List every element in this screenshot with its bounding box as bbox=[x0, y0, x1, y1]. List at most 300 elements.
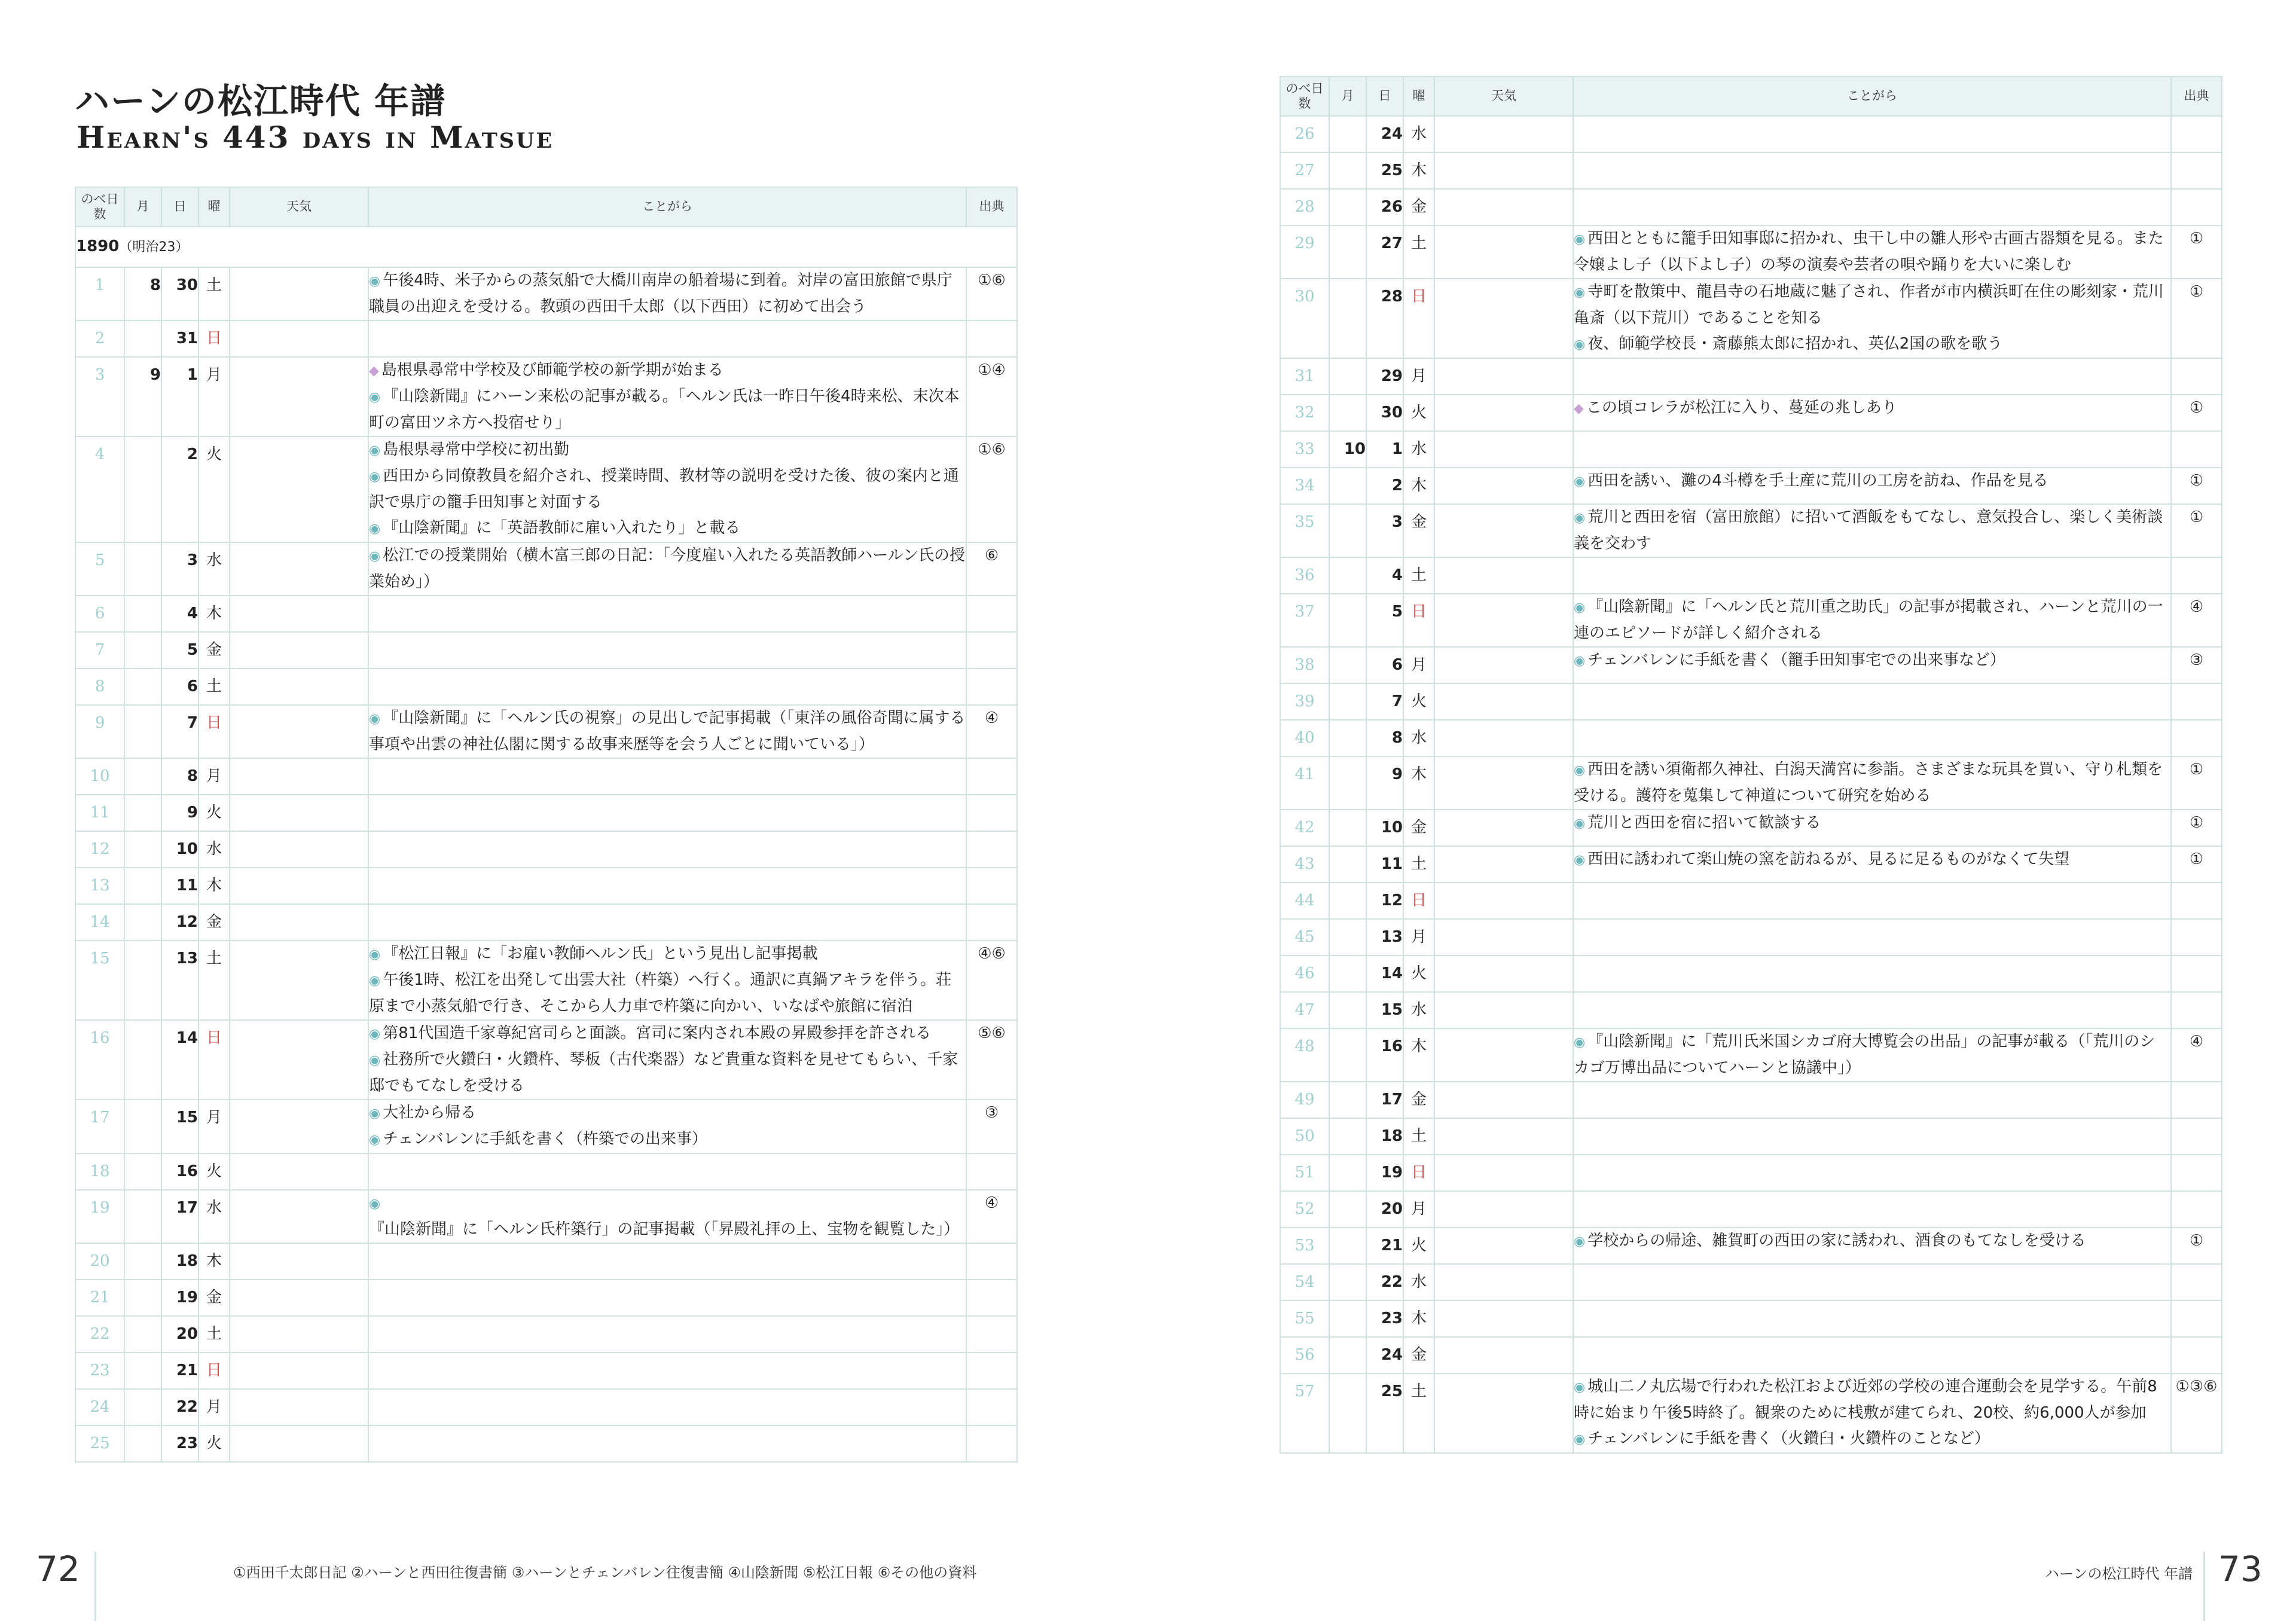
day-count: 23 bbox=[75, 1353, 124, 1389]
date-cell: 25 bbox=[1366, 1373, 1403, 1453]
event-item bbox=[1574, 648, 2170, 674]
events-cell bbox=[1573, 152, 2171, 189]
weather-cell bbox=[230, 1020, 368, 1100]
weekday-cell: 木 bbox=[1403, 468, 1434, 504]
table-row bbox=[1280, 116, 2222, 152]
month-cell bbox=[1329, 810, 1366, 846]
day-count: 48 bbox=[1280, 1028, 1329, 1082]
date-cell: 25 bbox=[1366, 152, 1403, 189]
circle-bullet-icon: ◉ bbox=[369, 973, 381, 988]
month-cell bbox=[124, 596, 161, 632]
circle-bullet-icon: ◉ bbox=[1574, 654, 1586, 668]
events-cell bbox=[368, 668, 966, 705]
table-row bbox=[75, 795, 1017, 831]
circle-bullet-icon: ◉ bbox=[1574, 853, 1586, 868]
day-count: 33 bbox=[1280, 431, 1329, 468]
day-count: 9 bbox=[75, 705, 124, 758]
day-count: 25 bbox=[75, 1425, 124, 1462]
table-row bbox=[75, 1190, 1017, 1243]
event-text: 島根県尋常中学校及び師範学校の新学期が始まる bbox=[381, 361, 723, 379]
weekday-cell: 木 bbox=[199, 596, 230, 632]
table-row bbox=[1280, 1264, 2222, 1301]
header-events: ことがら bbox=[368, 187, 966, 227]
table-row bbox=[1280, 756, 2222, 810]
date-cell: 3 bbox=[161, 542, 199, 596]
table-row bbox=[75, 632, 1017, 668]
source-cell: ⑤⑥ bbox=[966, 1020, 1017, 1100]
events-cell bbox=[368, 1153, 966, 1190]
weekday-cell: 土 bbox=[199, 1316, 230, 1353]
month-cell bbox=[1329, 395, 1366, 431]
month-cell bbox=[124, 1100, 161, 1153]
header-date: 日 bbox=[1366, 77, 1403, 116]
weather-cell bbox=[230, 1280, 368, 1316]
month-cell bbox=[1329, 116, 1366, 152]
date-cell: 30 bbox=[161, 267, 199, 320]
footer-rule-left bbox=[94, 1552, 96, 1621]
table-row bbox=[1280, 395, 2222, 431]
source-cell bbox=[966, 1280, 1017, 1316]
day-count: 56 bbox=[1280, 1337, 1329, 1373]
event-item bbox=[1574, 331, 2170, 358]
events-cell bbox=[1573, 189, 2171, 225]
event-text: 『山陰新聞』に「荒川氏米国シカゴ府大博覧会の出品」の記事が載る（「荒川のシカゴ万博出品についてハーンと協議中」） bbox=[1574, 1033, 2155, 1077]
header-day-count: のべ日数 bbox=[75, 187, 124, 227]
month-cell bbox=[1329, 1191, 1366, 1228]
table-row bbox=[75, 831, 1017, 868]
source-cell: ③ bbox=[966, 1100, 1017, 1153]
circle-bullet-icon: ◉ bbox=[369, 1053, 381, 1068]
source-cell bbox=[2171, 1301, 2222, 1337]
weekday-cell: 日 bbox=[1403, 1155, 1434, 1191]
month-cell bbox=[1329, 1118, 1366, 1155]
weekday-cell: 火 bbox=[199, 1425, 230, 1462]
table-row bbox=[1280, 1228, 2222, 1264]
day-count: 27 bbox=[1280, 152, 1329, 189]
month-cell bbox=[124, 941, 161, 1020]
weather-cell bbox=[1434, 1118, 1573, 1155]
event-text: 夜、師範学校長・斎藤熊太郎に招かれ、英仏2国の歌を歌う bbox=[1587, 335, 2003, 353]
day-count: 11 bbox=[75, 795, 124, 831]
day-count: 24 bbox=[75, 1389, 124, 1425]
weather-cell bbox=[230, 1100, 368, 1153]
month-cell bbox=[1329, 1373, 1366, 1453]
table-row bbox=[75, 436, 1017, 542]
event-text: 西田とともに籠手田知事邸に招かれ、虫干し中の雛人形や古画古器類を見る。また令嬢よし子（以下よし子）の琴の演奏や芸者の唄や踊りを大いに楽しむ bbox=[1574, 230, 2164, 274]
source-cell bbox=[2171, 1337, 2222, 1373]
weather-cell bbox=[1434, 1337, 1573, 1373]
date-cell: 30 bbox=[1366, 395, 1403, 431]
events-cell bbox=[1573, 720, 2171, 756]
date-cell: 31 bbox=[161, 320, 199, 357]
event-item bbox=[1574, 847, 2170, 873]
circle-bullet-icon: ◉ bbox=[369, 712, 381, 726]
day-count: 52 bbox=[1280, 1191, 1329, 1228]
weekday-cell: 月 bbox=[1403, 647, 1434, 683]
source-cell bbox=[966, 795, 1017, 831]
date-cell: 1 bbox=[161, 357, 199, 436]
day-count: 57 bbox=[1280, 1373, 1329, 1453]
date-cell: 19 bbox=[161, 1280, 199, 1316]
date-cell: 2 bbox=[1366, 468, 1403, 504]
day-count: 47 bbox=[1280, 992, 1329, 1028]
table-row bbox=[75, 904, 1017, 941]
table-row bbox=[75, 1280, 1017, 1316]
circle-bullet-icon: ◉ bbox=[369, 469, 381, 484]
weekday-cell: 日 bbox=[1403, 594, 1434, 647]
day-count: 21 bbox=[75, 1280, 124, 1316]
day-count: 10 bbox=[75, 758, 124, 795]
date-cell: 8 bbox=[1366, 720, 1403, 756]
events-cell bbox=[1573, 1337, 2171, 1373]
weekday-cell: 日 bbox=[1403, 883, 1434, 919]
circle-bullet-icon: ◉ bbox=[369, 1196, 381, 1211]
weekday-cell: 日 bbox=[199, 705, 230, 758]
events-cell bbox=[368, 705, 966, 758]
source-cell: ① bbox=[2171, 810, 2222, 846]
month-cell bbox=[1329, 468, 1366, 504]
events-cell bbox=[368, 1190, 966, 1243]
events-cell bbox=[1573, 279, 2171, 358]
circle-bullet-icon: ◉ bbox=[1574, 816, 1586, 831]
day-count: 55 bbox=[1280, 1301, 1329, 1337]
year-row bbox=[75, 227, 1017, 267]
weather-cell bbox=[230, 1316, 368, 1353]
weather-cell bbox=[1434, 919, 1573, 955]
weekday-cell: 木 bbox=[199, 1243, 230, 1280]
table-row bbox=[75, 542, 1017, 596]
weather-cell bbox=[1434, 1264, 1573, 1301]
event-item bbox=[1574, 468, 2170, 494]
weekday-cell: 木 bbox=[1403, 1301, 1434, 1337]
table-row bbox=[75, 868, 1017, 904]
events-cell bbox=[368, 1020, 966, 1100]
weekday-cell: 火 bbox=[1403, 1228, 1434, 1264]
events-cell bbox=[368, 941, 966, 1020]
events-cell bbox=[368, 357, 966, 436]
weekday-cell: 金 bbox=[1403, 1337, 1434, 1373]
source-cell: ① bbox=[2171, 846, 2222, 883]
day-count: 5 bbox=[75, 542, 124, 596]
month-cell bbox=[124, 1425, 161, 1462]
source-cell: ①③⑥ bbox=[2171, 1373, 2222, 1453]
event-item bbox=[1574, 279, 2170, 331]
table-row bbox=[1280, 1155, 2222, 1191]
date-cell: 18 bbox=[161, 1243, 199, 1280]
event-item bbox=[369, 1047, 966, 1099]
weather-cell bbox=[230, 596, 368, 632]
day-count: 20 bbox=[75, 1243, 124, 1280]
table-row bbox=[1280, 992, 2222, 1028]
date-cell: 27 bbox=[1366, 225, 1403, 279]
circle-bullet-icon: ◉ bbox=[369, 521, 381, 536]
source-cell: ① bbox=[2171, 225, 2222, 279]
date-cell: 6 bbox=[161, 668, 199, 705]
day-count: 37 bbox=[1280, 594, 1329, 647]
date-cell: 1 bbox=[1366, 431, 1403, 468]
weather-cell bbox=[230, 1389, 368, 1425]
month-cell bbox=[124, 1389, 161, 1425]
month-cell bbox=[124, 831, 161, 868]
day-count: 28 bbox=[1280, 189, 1329, 225]
event-text: 第81代国造千家尊紀宮司らと面談。宮司に案内され本殿の昇殿参拝を許される bbox=[383, 1024, 932, 1042]
event-item bbox=[1574, 1426, 2170, 1452]
header-source: 出典 bbox=[966, 187, 1017, 227]
table-row bbox=[1280, 1373, 2222, 1453]
events-cell bbox=[368, 1425, 966, 1462]
header-day-count: のべ日数 bbox=[1280, 77, 1329, 116]
weather-cell bbox=[230, 795, 368, 831]
date-cell: 21 bbox=[161, 1353, 199, 1389]
date-cell: 23 bbox=[1366, 1301, 1403, 1337]
day-count: 8 bbox=[75, 668, 124, 705]
day-count: 2 bbox=[75, 320, 124, 357]
date-cell: 10 bbox=[161, 831, 199, 868]
circle-bullet-icon: ◉ bbox=[369, 1027, 381, 1042]
source-cell bbox=[2171, 992, 2222, 1028]
circle-bullet-icon: ◉ bbox=[369, 390, 381, 405]
weekday-cell: 金 bbox=[1403, 1082, 1434, 1118]
month-cell: 9 bbox=[124, 357, 161, 436]
weather-cell bbox=[1434, 225, 1573, 279]
weather-cell bbox=[230, 436, 368, 542]
month-cell bbox=[124, 705, 161, 758]
table-row bbox=[1280, 1301, 2222, 1337]
date-cell: 17 bbox=[1366, 1082, 1403, 1118]
table-row bbox=[1280, 1337, 2222, 1373]
table-row bbox=[75, 1100, 1017, 1153]
event-text: 『松江日報』に「お雇い教師ヘルン氏」という見出し記事掲載 bbox=[383, 945, 818, 963]
circle-bullet-icon: ◉ bbox=[1574, 474, 1586, 489]
weather-cell bbox=[1434, 1301, 1573, 1337]
table-row bbox=[75, 705, 1017, 758]
day-count: 30 bbox=[1280, 279, 1329, 358]
table-row bbox=[75, 1243, 1017, 1280]
day-count: 36 bbox=[1280, 557, 1329, 594]
weekday-cell: 水 bbox=[1403, 992, 1434, 1028]
month-cell bbox=[124, 668, 161, 705]
weekday-cell: 木 bbox=[1403, 152, 1434, 189]
weather-cell bbox=[1434, 883, 1573, 919]
weekday-cell: 火 bbox=[199, 795, 230, 831]
events-cell bbox=[1573, 594, 2171, 647]
page-title-en: Hearn's 443 days in Matsue bbox=[77, 120, 554, 155]
footer-rule-right bbox=[2203, 1552, 2205, 1621]
events-cell bbox=[1573, 1191, 2171, 1228]
events-cell bbox=[1573, 431, 2171, 468]
events-cell bbox=[1573, 647, 2171, 683]
day-count: 40 bbox=[1280, 720, 1329, 756]
event-item bbox=[369, 1190, 966, 1243]
event-item bbox=[1574, 594, 2170, 646]
event-text: 荒川と西田を宿に招いて歓談する bbox=[1587, 814, 1821, 832]
weekday-cell: 月 bbox=[199, 357, 230, 436]
date-cell: 13 bbox=[1366, 919, 1403, 955]
source-cell bbox=[2171, 116, 2222, 152]
weather-cell bbox=[1434, 1228, 1573, 1264]
day-count: 34 bbox=[1280, 468, 1329, 504]
sources-legend: ①西田千太郎日記 ②ハーンと西田往復書簡 ③ハーンとチェンバレン往復書簡 ④山陰新聞 ⑤松江日報 ⑥その他の資料 bbox=[233, 1564, 977, 1581]
weather-cell bbox=[1434, 846, 1573, 883]
weekday-cell: 土 bbox=[199, 668, 230, 705]
weekday-cell: 水 bbox=[199, 1190, 230, 1243]
events-cell bbox=[1573, 992, 2171, 1028]
source-cell: ①④ bbox=[966, 357, 1017, 436]
date-cell: 22 bbox=[161, 1389, 199, 1425]
weather-cell bbox=[1434, 1155, 1573, 1191]
weather-cell bbox=[1434, 720, 1573, 756]
date-cell: 16 bbox=[1366, 1028, 1403, 1082]
weather-cell bbox=[1434, 468, 1573, 504]
month-cell bbox=[1329, 189, 1366, 225]
day-count: 35 bbox=[1280, 504, 1329, 557]
month-cell bbox=[124, 1190, 161, 1243]
weekday-cell: 月 bbox=[1403, 358, 1434, 395]
month-cell bbox=[1329, 647, 1366, 683]
month-cell bbox=[1329, 225, 1366, 279]
day-count: 1 bbox=[75, 267, 124, 320]
source-cell bbox=[966, 320, 1017, 357]
event-item bbox=[369, 543, 966, 595]
day-count: 41 bbox=[1280, 756, 1329, 810]
weather-cell bbox=[1434, 557, 1573, 594]
weather-cell bbox=[230, 831, 368, 868]
date-cell: 12 bbox=[161, 904, 199, 941]
event-text: この頃コレラが松江に入り、蔓延の兆しあり bbox=[1586, 399, 1897, 417]
day-count: 14 bbox=[75, 904, 124, 941]
events-cell bbox=[1573, 225, 2171, 279]
source-cell bbox=[2171, 1155, 2222, 1191]
weekday-cell: 水 bbox=[1403, 1264, 1434, 1301]
month-cell bbox=[1329, 992, 1366, 1028]
month-cell bbox=[124, 1353, 161, 1389]
weather-cell bbox=[1434, 756, 1573, 810]
date-cell: 17 bbox=[161, 1190, 199, 1243]
date-cell: 18 bbox=[1366, 1118, 1403, 1155]
event-item bbox=[369, 1100, 966, 1127]
weekday-cell: 火 bbox=[1403, 683, 1434, 720]
circle-bullet-icon: ◉ bbox=[1574, 511, 1586, 526]
source-cell: ④ bbox=[966, 1190, 1017, 1243]
circle-bullet-icon: ◉ bbox=[369, 1106, 381, 1121]
events-cell bbox=[368, 904, 966, 941]
event-text: 社務所で火鑽臼・火鑽杵、琴板（古代楽器）など貴重な資料を見せてもらい、千家邸でもてなしを受ける bbox=[369, 1051, 958, 1095]
table-row bbox=[75, 1389, 1017, 1425]
table-row bbox=[1280, 189, 2222, 225]
table-row bbox=[1280, 358, 2222, 395]
table-row bbox=[1280, 225, 2222, 279]
event-text: チェンバレンに手紙を書く（火鑽臼・火鑽杵のことなど） bbox=[1587, 1430, 1990, 1448]
month-cell: 8 bbox=[124, 267, 161, 320]
event-text: 西田に誘われて楽山焼の窯を訪ねるが、見るに足るものがなくて失望 bbox=[1587, 850, 2070, 868]
weather-cell bbox=[1434, 1191, 1573, 1228]
events-cell bbox=[1573, 955, 2171, 992]
day-count: 42 bbox=[1280, 810, 1329, 846]
month-cell bbox=[124, 1153, 161, 1190]
weekday-cell: 月 bbox=[1403, 1191, 1434, 1228]
month-cell bbox=[1329, 279, 1366, 358]
day-count: 38 bbox=[1280, 647, 1329, 683]
events-cell bbox=[1573, 358, 2171, 395]
weather-cell bbox=[1434, 504, 1573, 557]
events-cell bbox=[368, 795, 966, 831]
weather-cell bbox=[230, 705, 368, 758]
day-count: 3 bbox=[75, 357, 124, 436]
event-item bbox=[369, 1127, 966, 1153]
weekday-cell: 土 bbox=[1403, 1118, 1434, 1155]
weekday-cell: 水 bbox=[199, 542, 230, 596]
day-count: 39 bbox=[1280, 683, 1329, 720]
weather-cell bbox=[1434, 395, 1573, 431]
events-cell bbox=[368, 868, 966, 904]
table-row bbox=[1280, 810, 2222, 846]
day-count: 6 bbox=[75, 596, 124, 632]
day-count: 51 bbox=[1280, 1155, 1329, 1191]
source-cell bbox=[2171, 1264, 2222, 1301]
day-count: 16 bbox=[75, 1020, 124, 1100]
weather-cell bbox=[1434, 683, 1573, 720]
table-row bbox=[1280, 557, 2222, 594]
event-item bbox=[1574, 810, 2170, 837]
date-cell: 10 bbox=[1366, 810, 1403, 846]
event-item bbox=[369, 463, 966, 515]
table-row bbox=[75, 758, 1017, 795]
event-text: 西田から同僚教員を紹介され、授業時間、教材等の説明を受けた後、彼の案内と通訳で県庁の籠手田知事と対面する bbox=[369, 467, 959, 511]
events-cell bbox=[368, 320, 966, 357]
events-cell bbox=[368, 542, 966, 596]
weather-cell bbox=[230, 868, 368, 904]
table-row bbox=[1280, 720, 2222, 756]
header-weather: 天気 bbox=[1434, 77, 1573, 116]
date-cell: 12 bbox=[1366, 883, 1403, 919]
weekday-cell: 金 bbox=[199, 904, 230, 941]
weekday-cell: 土 bbox=[1403, 557, 1434, 594]
date-cell: 4 bbox=[161, 596, 199, 632]
date-cell: 23 bbox=[161, 1425, 199, 1462]
table-row bbox=[1280, 1191, 2222, 1228]
events-cell bbox=[368, 267, 966, 320]
date-cell: 26 bbox=[1366, 189, 1403, 225]
events-cell bbox=[1573, 683, 2171, 720]
source-cell bbox=[2171, 1191, 2222, 1228]
date-cell: 5 bbox=[161, 632, 199, 668]
event-item bbox=[369, 384, 966, 436]
weekday-cell: 日 bbox=[199, 1353, 230, 1389]
day-count: 49 bbox=[1280, 1082, 1329, 1118]
source-cell: ⑥ bbox=[966, 542, 1017, 596]
date-cell: 16 bbox=[161, 1153, 199, 1190]
source-cell bbox=[2171, 1118, 2222, 1155]
month-cell bbox=[1329, 919, 1366, 955]
events-cell bbox=[1573, 468, 2171, 504]
weekday-cell: 水 bbox=[1403, 720, 1434, 756]
event-text: 松江での授業開始（横木富三郎の日記：「今度雇い入れたる英語教師ハールン氏の授業始め」） bbox=[369, 547, 966, 591]
events-cell bbox=[1573, 919, 2171, 955]
event-text: 大社から帰る bbox=[383, 1104, 477, 1122]
weather-cell bbox=[230, 904, 368, 941]
table-row bbox=[75, 320, 1017, 357]
circle-bullet-icon: ◉ bbox=[369, 1132, 381, 1147]
day-count: 13 bbox=[75, 868, 124, 904]
events-cell bbox=[1573, 756, 2171, 810]
circle-bullet-icon: ◉ bbox=[369, 443, 381, 458]
table-row bbox=[75, 267, 1017, 320]
events-cell bbox=[368, 831, 966, 868]
weather-cell bbox=[230, 632, 368, 668]
date-cell: 20 bbox=[1366, 1191, 1403, 1228]
event-item bbox=[369, 706, 966, 758]
date-cell: 19 bbox=[1366, 1155, 1403, 1191]
